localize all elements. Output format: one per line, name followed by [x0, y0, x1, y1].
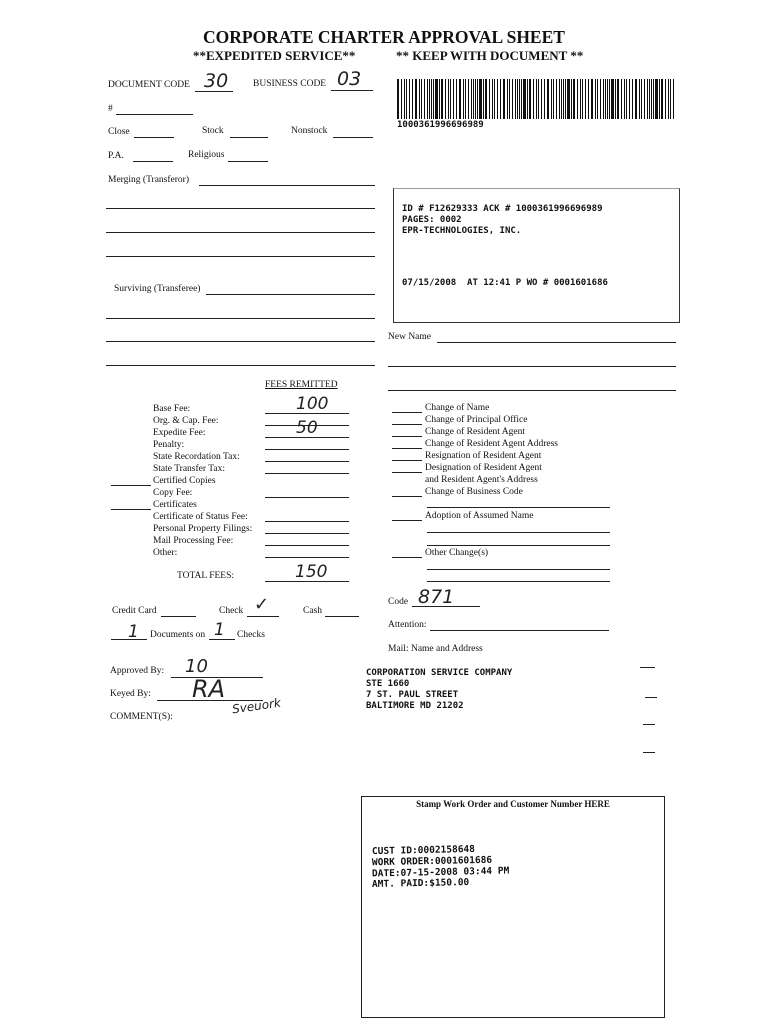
merging-line [199, 185, 375, 186]
surviving-line-4 [106, 365, 375, 366]
stamp-heading: Stamp Work Order and Customer Number HERE [416, 799, 610, 809]
barcode-bar [629, 79, 630, 119]
barcode-bar [521, 79, 522, 119]
barcode-bar [607, 79, 608, 119]
cash-label: Cash [303, 606, 322, 616]
barcode-bar [479, 79, 482, 119]
barcode-bar [471, 79, 472, 119]
change-option-label: Resignation of Resident Agent [425, 451, 542, 461]
change-checkbox-line[interactable] [392, 460, 422, 461]
mail-label: Mail: Name and Address [388, 644, 483, 654]
barcode-bar [541, 79, 542, 119]
barcode-bar [445, 79, 446, 119]
barcode-bar [673, 79, 674, 119]
barcode-bar [670, 79, 671, 119]
address-line-4: BALTIMORE MD 21202 [366, 701, 464, 711]
fee-label: Copy Fee: [153, 488, 193, 498]
barcode-bar [529, 79, 531, 119]
barcode-bar [519, 79, 520, 119]
new-name-line-3 [388, 390, 676, 391]
surviving-line-2 [106, 318, 375, 319]
barcode-bar [665, 79, 666, 119]
change-option-label: and Resident Agent's Address [425, 475, 538, 485]
change-checkbox-line[interactable] [392, 412, 422, 413]
barcode-bar [653, 79, 654, 119]
keyed-by-label: Keyed By: [110, 689, 151, 699]
stamp-box [361, 796, 665, 1018]
barcode-bar [489, 79, 490, 119]
barcode-bar [644, 79, 645, 119]
barcode-bar [439, 79, 440, 119]
barcode-bar [419, 79, 420, 119]
fee-value-line [265, 521, 349, 522]
fee-value-line [265, 473, 349, 474]
company-line: EPR-TECHNOLOGIES, INC. [402, 226, 522, 236]
margin-mark-1 [640, 667, 655, 668]
barcode-bar [588, 79, 589, 119]
stock-line [230, 137, 268, 138]
barcode-bar [551, 79, 552, 119]
change-checkbox-line[interactable] [392, 496, 422, 497]
barcode-bar [567, 79, 570, 119]
close-label: Close [108, 127, 130, 137]
barcode-bar [577, 79, 578, 119]
total-fees-value: 150 [295, 562, 328, 582]
barcode-bar [500, 79, 501, 119]
barcode-number: 1000361996696989 [397, 120, 484, 130]
change-detail-line [427, 581, 610, 582]
barcode-bar [573, 79, 575, 119]
change-checkbox-line[interactable] [392, 472, 422, 473]
barcode-bar [409, 79, 410, 119]
barcode-bar [605, 79, 606, 119]
total-fees-label: TOTAL FEES: [177, 571, 235, 581]
barcode-bar [494, 79, 495, 119]
documents-count: 1 [128, 622, 139, 642]
religious-line [228, 161, 268, 162]
fee-label: Personal Property Filings: [153, 524, 253, 534]
checks-count: 1 [214, 620, 225, 640]
fee-label: Certificate of Status Fee: [153, 512, 248, 522]
barcode-bar [561, 79, 562, 119]
stamp-date: DATE:07-15-2008 03:44 PM [371, 865, 510, 880]
surviving-line [206, 294, 375, 295]
barcode-bar [632, 79, 633, 119]
barcode-bar [433, 79, 434, 119]
barcode-bar [547, 79, 549, 119]
barcode-bar [626, 79, 627, 119]
barcode-bar [647, 79, 648, 119]
barcode-bar [538, 79, 539, 119]
change-option-label: Adoption of Assumed Name [425, 511, 534, 521]
change-detail-line [427, 545, 610, 546]
approved-by-label: Approved By: [110, 666, 165, 676]
barcode-bar [661, 79, 663, 119]
code-label: Code [388, 597, 409, 607]
fee-label: Certified Copies [153, 476, 216, 486]
fee-value: 100 [296, 394, 329, 414]
barcode-bar [473, 79, 474, 119]
check-mark: ✓ [254, 594, 270, 615]
barcode-bar [401, 79, 402, 119]
change-option-label: Change of Resident Agent Address [425, 439, 558, 449]
barcode-bar [468, 79, 469, 119]
barcode-bar [585, 79, 586, 119]
fee-value-line [265, 497, 349, 498]
barcode-bar [424, 79, 425, 119]
fee-prefix-line [111, 485, 151, 486]
barcode-bar [507, 79, 508, 119]
address-line-3: 7 ST. PAUL STREET [366, 690, 459, 700]
fee-label: Expedite Fee: [153, 428, 206, 438]
barcode-bar [639, 79, 640, 119]
change-option-label: Other Change(s) [425, 548, 489, 558]
change-option-label: Change of Business Code [425, 487, 523, 497]
change-checkbox-line[interactable] [392, 436, 422, 437]
barcode-bar [641, 79, 642, 119]
new-name-label: New Name [388, 332, 431, 342]
documents-on-label: Documents on [150, 630, 206, 640]
surviving-label: Surviving (Transferee) [114, 284, 201, 294]
barcode-bar [565, 79, 566, 119]
barcode-bar [412, 79, 413, 119]
barcode-bar [483, 79, 484, 119]
address-line-2: STE 1660 [366, 679, 410, 689]
barcode-bar [563, 79, 564, 119]
attention-line [430, 630, 609, 631]
barcode-bar [448, 79, 449, 119]
barcode-bar [617, 79, 619, 119]
credit-card-line [161, 616, 196, 617]
pages-line: PAGES: 0002 [402, 215, 462, 225]
barcode-bar [668, 79, 669, 119]
business-code-value: 03 [337, 68, 362, 90]
barcode [397, 79, 675, 119]
fees-heading: FEES REMITTED [265, 380, 338, 390]
nonstock-line [333, 137, 373, 138]
margin-mark-4 [643, 752, 655, 753]
fee-label: Other: [153, 548, 178, 558]
barcode-bar [603, 79, 604, 119]
fee-prefix-line [111, 509, 151, 510]
change-checkbox-line[interactable] [392, 520, 422, 521]
fee-value: 50 [296, 418, 318, 438]
religious-label: Religious [188, 150, 225, 160]
fee-label: Mail Processing Fee: [153, 536, 234, 546]
merging-line-3 [106, 232, 375, 233]
stamp-work-order: WORK ORDER:0001601686 [371, 854, 493, 869]
barcode-bar [635, 79, 637, 119]
barcode-bar [544, 79, 545, 119]
credit-card-label: Credit Card [112, 606, 157, 616]
keyed-by-signature: Sveuork [231, 695, 282, 717]
keyed-by-value: RA [192, 675, 226, 703]
address-line-1: CORPORATION SERVICE COMPANY [366, 668, 513, 678]
barcode-bar [556, 79, 557, 119]
barcode-bar [497, 79, 498, 119]
change-detail-line [427, 507, 610, 508]
change-checkbox-line[interactable] [392, 448, 422, 449]
merging-line-2 [106, 208, 375, 209]
fee-label: State Transfer Tax: [153, 464, 225, 474]
barcode-bar [624, 79, 625, 119]
barcode-bar [659, 79, 660, 119]
document-code-label: DOCUMENT CODE [108, 80, 190, 90]
barcode-bar [492, 79, 493, 119]
change-checkbox-line[interactable] [392, 557, 422, 558]
barcode-bars [397, 79, 675, 119]
barcode-bar [536, 79, 537, 119]
barcode-bar [459, 79, 461, 119]
barcode-bar [649, 79, 650, 119]
barcode-bar [559, 79, 560, 119]
business-code-label: BUSINESS CODE [253, 79, 327, 89]
barcode-bar [453, 79, 454, 119]
barcode-bar [404, 79, 405, 119]
fee-value-line [265, 461, 349, 462]
barcode-bar [651, 79, 652, 119]
barcode-bar [621, 79, 622, 119]
fee-label: Base Fee: [153, 404, 191, 414]
date-wo-line: 07/15/2008 AT 12:41 P WO # 0001601686 [402, 278, 608, 288]
barcode-bar [477, 79, 478, 119]
hash-label: # [108, 104, 113, 114]
margin-mark-3 [643, 724, 655, 725]
fee-label: Certificates [153, 500, 197, 510]
surviving-line-3 [106, 341, 375, 342]
stock-label: Stock [202, 126, 224, 136]
expedited-service-label: **EXPEDITED SERVICE** [193, 48, 356, 63]
fee-label: Penalty: [153, 440, 185, 450]
barcode-bar [512, 79, 513, 119]
barcode-bar [609, 79, 610, 119]
barcode-bar [582, 79, 583, 119]
keep-with-document-label: ** KEEP WITH DOCUMENT ** [396, 48, 584, 63]
new-name-line [437, 342, 676, 343]
barcode-bar [533, 79, 534, 119]
merging-line-4 [106, 256, 375, 257]
business-code-line [331, 90, 373, 91]
fee-value-line [265, 557, 349, 558]
cash-line [325, 616, 359, 617]
barcode-bar [441, 79, 443, 119]
barcode-bar [463, 79, 464, 119]
barcode-bar [655, 79, 658, 119]
check-label: Check [219, 606, 244, 616]
approved-by-value: 10 [185, 656, 208, 677]
barcode-bar [553, 79, 554, 119]
barcode-bar [456, 79, 457, 119]
stamp-cust-id: CUST ID:0002158648 [371, 843, 476, 858]
barcode-bar [465, 79, 466, 119]
barcode-bar [591, 79, 593, 119]
barcode-bar [485, 79, 487, 119]
barcode-bar [415, 79, 417, 119]
change-option-label: Designation of Resident Agent [425, 463, 542, 473]
barcode-bar [571, 79, 572, 119]
barcode-bar [431, 79, 432, 119]
code-value: 871 [418, 586, 455, 608]
margin-mark-2 [645, 697, 657, 698]
barcode-bar [611, 79, 614, 119]
change-option-label: Change of Principal Office [425, 415, 528, 425]
id-ack-line: ID # F12629333 ACK # 1000361996696989 [402, 204, 603, 214]
comments-label: COMMENT(S): [110, 712, 173, 722]
check-line [247, 616, 279, 617]
close-line [134, 137, 174, 138]
change-option-label: Change of Name [425, 403, 490, 413]
stamp-amount-paid: AMT. PAID:$150.00 [371, 876, 470, 891]
barcode-bar [580, 79, 581, 119]
hash-line [116, 114, 193, 115]
barcode-bar [615, 79, 616, 119]
change-detail-line [427, 569, 610, 570]
fee-value-line [265, 545, 349, 546]
barcode-bar [523, 79, 526, 119]
pa-line [133, 161, 173, 162]
barcode-bar [595, 79, 596, 119]
barcode-bar [397, 79, 399, 119]
barcode-bar [406, 79, 407, 119]
barcode-bar [509, 79, 510, 119]
barcode-bar [517, 79, 518, 119]
page-title: CORPORATE CHARTER APPROVAL SHEET [203, 27, 565, 47]
change-option-label: Change of Resident Agent [425, 427, 525, 437]
barcode-bar [427, 79, 428, 119]
new-name-line-2 [388, 366, 676, 367]
change-checkbox-line[interactable] [392, 424, 422, 425]
barcode-bar [527, 79, 528, 119]
fee-value-line [265, 449, 349, 450]
barcode-bar [429, 79, 430, 119]
merging-label: Merging (Transferor) [108, 175, 190, 185]
document-code-value: 30 [204, 70, 229, 92]
nonstock-label: Nonstock [291, 126, 328, 136]
barcode-bar [597, 79, 598, 119]
barcode-bar [503, 79, 505, 119]
barcode-bar [435, 79, 438, 119]
checks-label: Checks [237, 630, 265, 640]
fee-label: Org. & Cap. Fee: [153, 416, 219, 426]
fee-value-line [265, 533, 349, 534]
pa-label: P.A. [108, 151, 124, 161]
barcode-bar [421, 79, 422, 119]
attention-label: Attention: [388, 620, 427, 630]
barcode-bar [600, 79, 601, 119]
change-detail-line [427, 532, 610, 533]
fee-label: State Recordation Tax: [153, 452, 240, 462]
barcode-bar [515, 79, 516, 119]
barcode-bar [475, 79, 476, 119]
barcode-bar [450, 79, 451, 119]
